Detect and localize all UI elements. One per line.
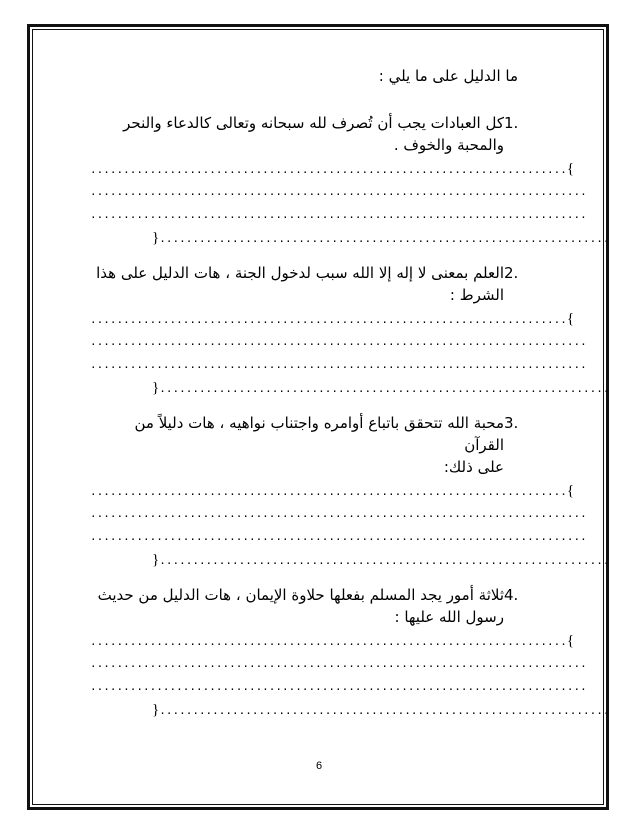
worksheet-content	[90, 66, 610, 734]
question-2	[90, 262, 610, 404]
answer-line[interactable]: ........................................................................{	[90, 633, 575, 649]
answer-line[interactable]: ...........................................................................	[90, 208, 587, 221]
page-number: 6	[315, 760, 323, 772]
question-text-continued: الشرط :	[449, 286, 504, 304]
question-number: 3.	[504, 414, 519, 432]
answer-line[interactable]: }....................................................................	[152, 702, 610, 718]
question-text-continued: رسول الله عليها :	[394, 608, 504, 626]
answer-line[interactable]: ........................................................................{	[90, 311, 575, 327]
question-1	[90, 112, 610, 254]
question-text: كل العبادات يجب أن تُصرف لله سبحانه وتعالى كالدعاء والنحر	[123, 114, 504, 132]
answer-line[interactable]: }....................................................................	[152, 380, 610, 396]
answer-line[interactable]: ...........................................................................	[90, 185, 587, 198]
answer-line[interactable]: ...........................................................................	[90, 358, 587, 371]
answer-line[interactable]: ...........................................................................	[90, 507, 587, 520]
question-text-continued: على ذلك:	[443, 458, 504, 476]
answer-line[interactable]: ...........................................................................	[90, 657, 587, 670]
question-number: 1.	[504, 114, 519, 132]
answer-line[interactable]: }....................................................................	[152, 230, 610, 246]
question-3	[90, 412, 610, 576]
answer-line[interactable]: ...........................................................................	[90, 530, 587, 543]
question-4	[90, 584, 610, 726]
answer-line[interactable]: }....................................................................	[152, 552, 610, 568]
question-text: محبة الله تتحقق باتباع أوامره واجتناب نواهيه ، هات دليلاً من القرآن	[134, 414, 504, 454]
question-text: العلم بمعنى لا إله إلا الله سبب لدخول الجنة ، هات الدليل على هذا	[96, 264, 504, 282]
answer-line[interactable]: ...........................................................................	[90, 680, 587, 693]
answer-line[interactable]: ........................................................................{	[90, 483, 575, 499]
question-text-continued: والمحبة والخوف .	[393, 136, 504, 154]
question-number: 4.	[504, 586, 519, 604]
answer-line[interactable]: ...........................................................................	[90, 335, 587, 348]
question-text: ثلاثة أمور يجد المسلم بفعلها حلاوة الإيمان ، هات الدليل من حديث	[97, 586, 504, 604]
answer-line[interactable]: ........................................................................{	[90, 161, 575, 177]
worksheet-heading: ما الدليل على ما يلي :	[378, 67, 518, 85]
question-number: 2.	[504, 264, 519, 282]
